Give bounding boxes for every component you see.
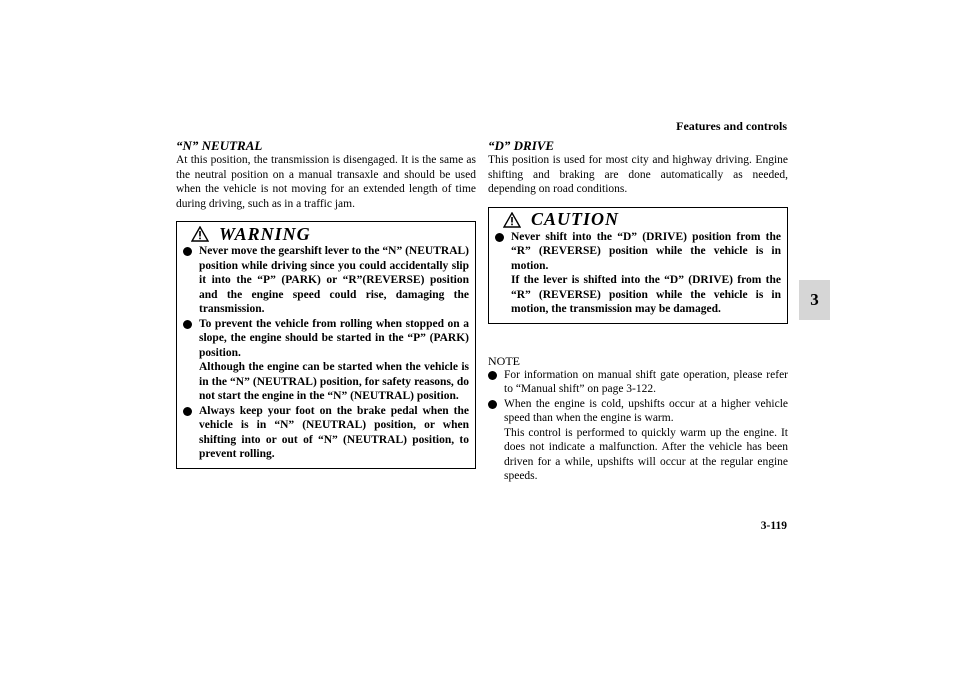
section-header-title: Features and controls: [676, 119, 787, 133]
caution-header: [495, 210, 781, 230]
warning-item-subtext: Although the engine can be started when the vehicle is in the “N” (NEUTRAL) position, for safety reasons, do not start the engine in the “N” (NEUTRAL) position.: [199, 361, 469, 402]
warning-item-text: To prevent the vehicle from rolling when stopped on a slope, the engine should be started in the “P” (PARK) position.: [199, 317, 469, 359]
note-item-text: When the engine is cold, upshifts occur at a higher vehicle speed than when the engine is warm.: [504, 397, 788, 424]
warning-header: [183, 224, 469, 244]
bullet-icon: [495, 233, 504, 242]
bullet-icon: [183, 247, 192, 256]
warning-box: [176, 221, 476, 469]
note-item-subtext: This control is performed to quickly warm up the engine. It does not indicate a malfunction. After the vehicle has been driven for a while, upshifts will occur at the regular engine speeds.: [504, 426, 788, 482]
note-list: [488, 368, 788, 484]
left-column: [176, 138, 476, 469]
chapter-tab: 3: [799, 280, 830, 320]
note-label: NOTE: [488, 353, 520, 368]
warning-item: [183, 404, 469, 462]
right-column: [488, 138, 788, 484]
caution-item-text: Never shift into the “D” (DRIVE) position from the “R” (REVERSE) position while the vehicle is in motion.: [511, 230, 781, 272]
drive-heading: “D” DRIVE: [488, 138, 555, 153]
note-item-text: For information on manual shift gate operation, please refer to “Manual shift” on page 3-122.: [504, 368, 788, 395]
page-number: 3-119: [760, 520, 787, 532]
warning-item: [183, 244, 469, 317]
warning-label: WARNING: [219, 223, 311, 244]
neutral-heading: “N” NEUTRAL: [176, 138, 263, 153]
warning-item-text: Always keep your foot on the brake pedal when the vehicle is in “N” (NEUTRAL) position, or when shifting into or out of “N” (NEUTRAL) position, to prevent rolling.: [199, 404, 469, 460]
note-item: [488, 397, 788, 484]
caution-label: CAUTION: [531, 209, 620, 229]
bullet-icon: [183, 407, 192, 416]
bullet-icon: [488, 371, 497, 380]
warning-item: [183, 317, 469, 404]
caution-item: [495, 230, 781, 317]
neutral-description: At this position, the transmission is disengaged. It is the same as the neutral position on a manual transaxle and should be used when the vehicle is not moving for an extended length of time during driving, such as in a traffic jam.: [176, 154, 476, 210]
caution-list: [495, 230, 781, 317]
bullet-icon: [183, 320, 192, 329]
bullet-icon: [488, 400, 497, 409]
caution-box: [488, 207, 788, 324]
caution-item-subtext: If the lever is shifted into the “D” (DRIVE) from the “R” (REVERSE) position while the vehicle is in motion, the transmission may be damaged.: [511, 274, 781, 315]
warning-triangle-icon: [191, 226, 209, 242]
caution-triangle-icon: [503, 212, 521, 228]
note-item: [488, 368, 788, 397]
warning-list: [183, 244, 469, 462]
drive-description: This position is used for most city and highway driving. Engine shifting and braking are done automatically as needed, depending on road conditions.: [488, 154, 788, 195]
warning-item-text: Never move the gearshift lever to the “N” (NEUTRAL) position while driving since you could accidentally slip it into the “P” (PARK) or “R”(REVERSE) position and the engine speed could rise, damaging the transmission.: [199, 245, 469, 315]
